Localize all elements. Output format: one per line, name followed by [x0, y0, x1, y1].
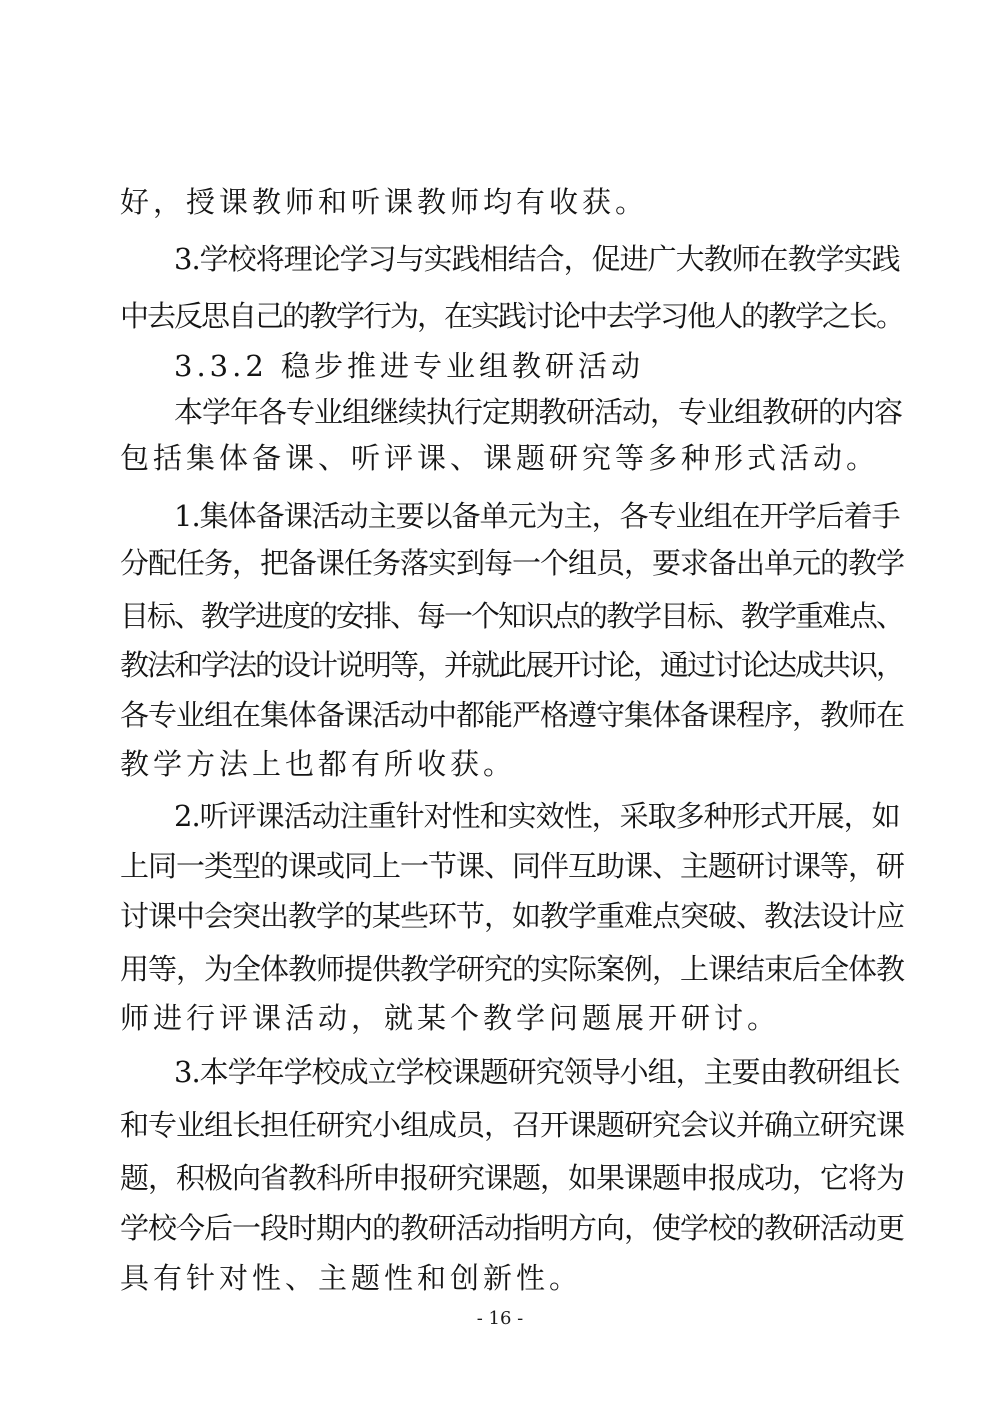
text-line: 师进行评课活动，就某个教学问题展开研讨。 — [120, 1001, 781, 1035]
text-line: 题，积极向省教科所申报研究课题，如果课题申报成功，它将为 — [120, 1161, 905, 1195]
text-line: 教法和学法的设计说明等，并就此展开讨论，通过讨论达成共识， — [120, 648, 904, 682]
text-line: 上同一类型的课或同上一节课、同伴互助课、主题研讨课等，研 — [120, 849, 905, 883]
page-number: - 16 - — [476, 1308, 524, 1329]
text-line: 学校今后一段时期内的教研活动指明方向，使学校的教研活动更 — [120, 1211, 905, 1245]
text-line: 和专业组长担任研究小组成员，召开课题研究会议并确立研究课 — [120, 1108, 905, 1142]
text-line: 好，授课教师和听课教师均有收获。 — [120, 185, 649, 219]
text-line: 3.本学年学校成立学校课题研究领导小组，主要由教研组长 — [174, 1055, 900, 1089]
text-line: 分配任务，把备课任务落实到每一个组员，要求备出单元的教学 — [120, 546, 905, 580]
text-line: 本学年各专业组继续执行定期教研活动，专业组教研的内容 — [174, 395, 903, 429]
text-line: 中去反思自己的教学行为，在实践讨论中去学习他人的教学之长。 — [120, 299, 904, 333]
text-line: 1.集体备课活动主要以备单元为主，各专业组在开学后着手 — [174, 499, 900, 533]
section-heading: 3.3.2 稳步推进专业组教研活动 — [174, 349, 645, 383]
text-line: 2.听评课活动注重针对性和实效性，采取多种形式开展，如 — [174, 799, 900, 833]
text-line: 包括集体备课、听评课、课题研究等多种形式活动。 — [120, 441, 880, 475]
text-line: 具有针对性、主题性和创新性。 — [120, 1261, 583, 1295]
text-line: 用等，为全体教师提供教学研究的实际案例，上课结束后全体教 — [120, 952, 905, 986]
text-line: 目标、教学进度的安排、每一个知识点的教学目标、教学重难点、 — [120, 599, 904, 633]
text-line: 3.学校将理论学习与实践相结合，促进广大教师在教学实践 — [174, 242, 900, 276]
text-line: 教学方法上也都有所收获。 — [120, 747, 517, 781]
text-line: 各专业组在集体备课活动中都能严格遵守集体备课程序，教师在 — [120, 698, 905, 732]
text-line: 讨课中会突出教学的某些环节，如教学重难点突破、教法设计应 — [120, 899, 905, 933]
